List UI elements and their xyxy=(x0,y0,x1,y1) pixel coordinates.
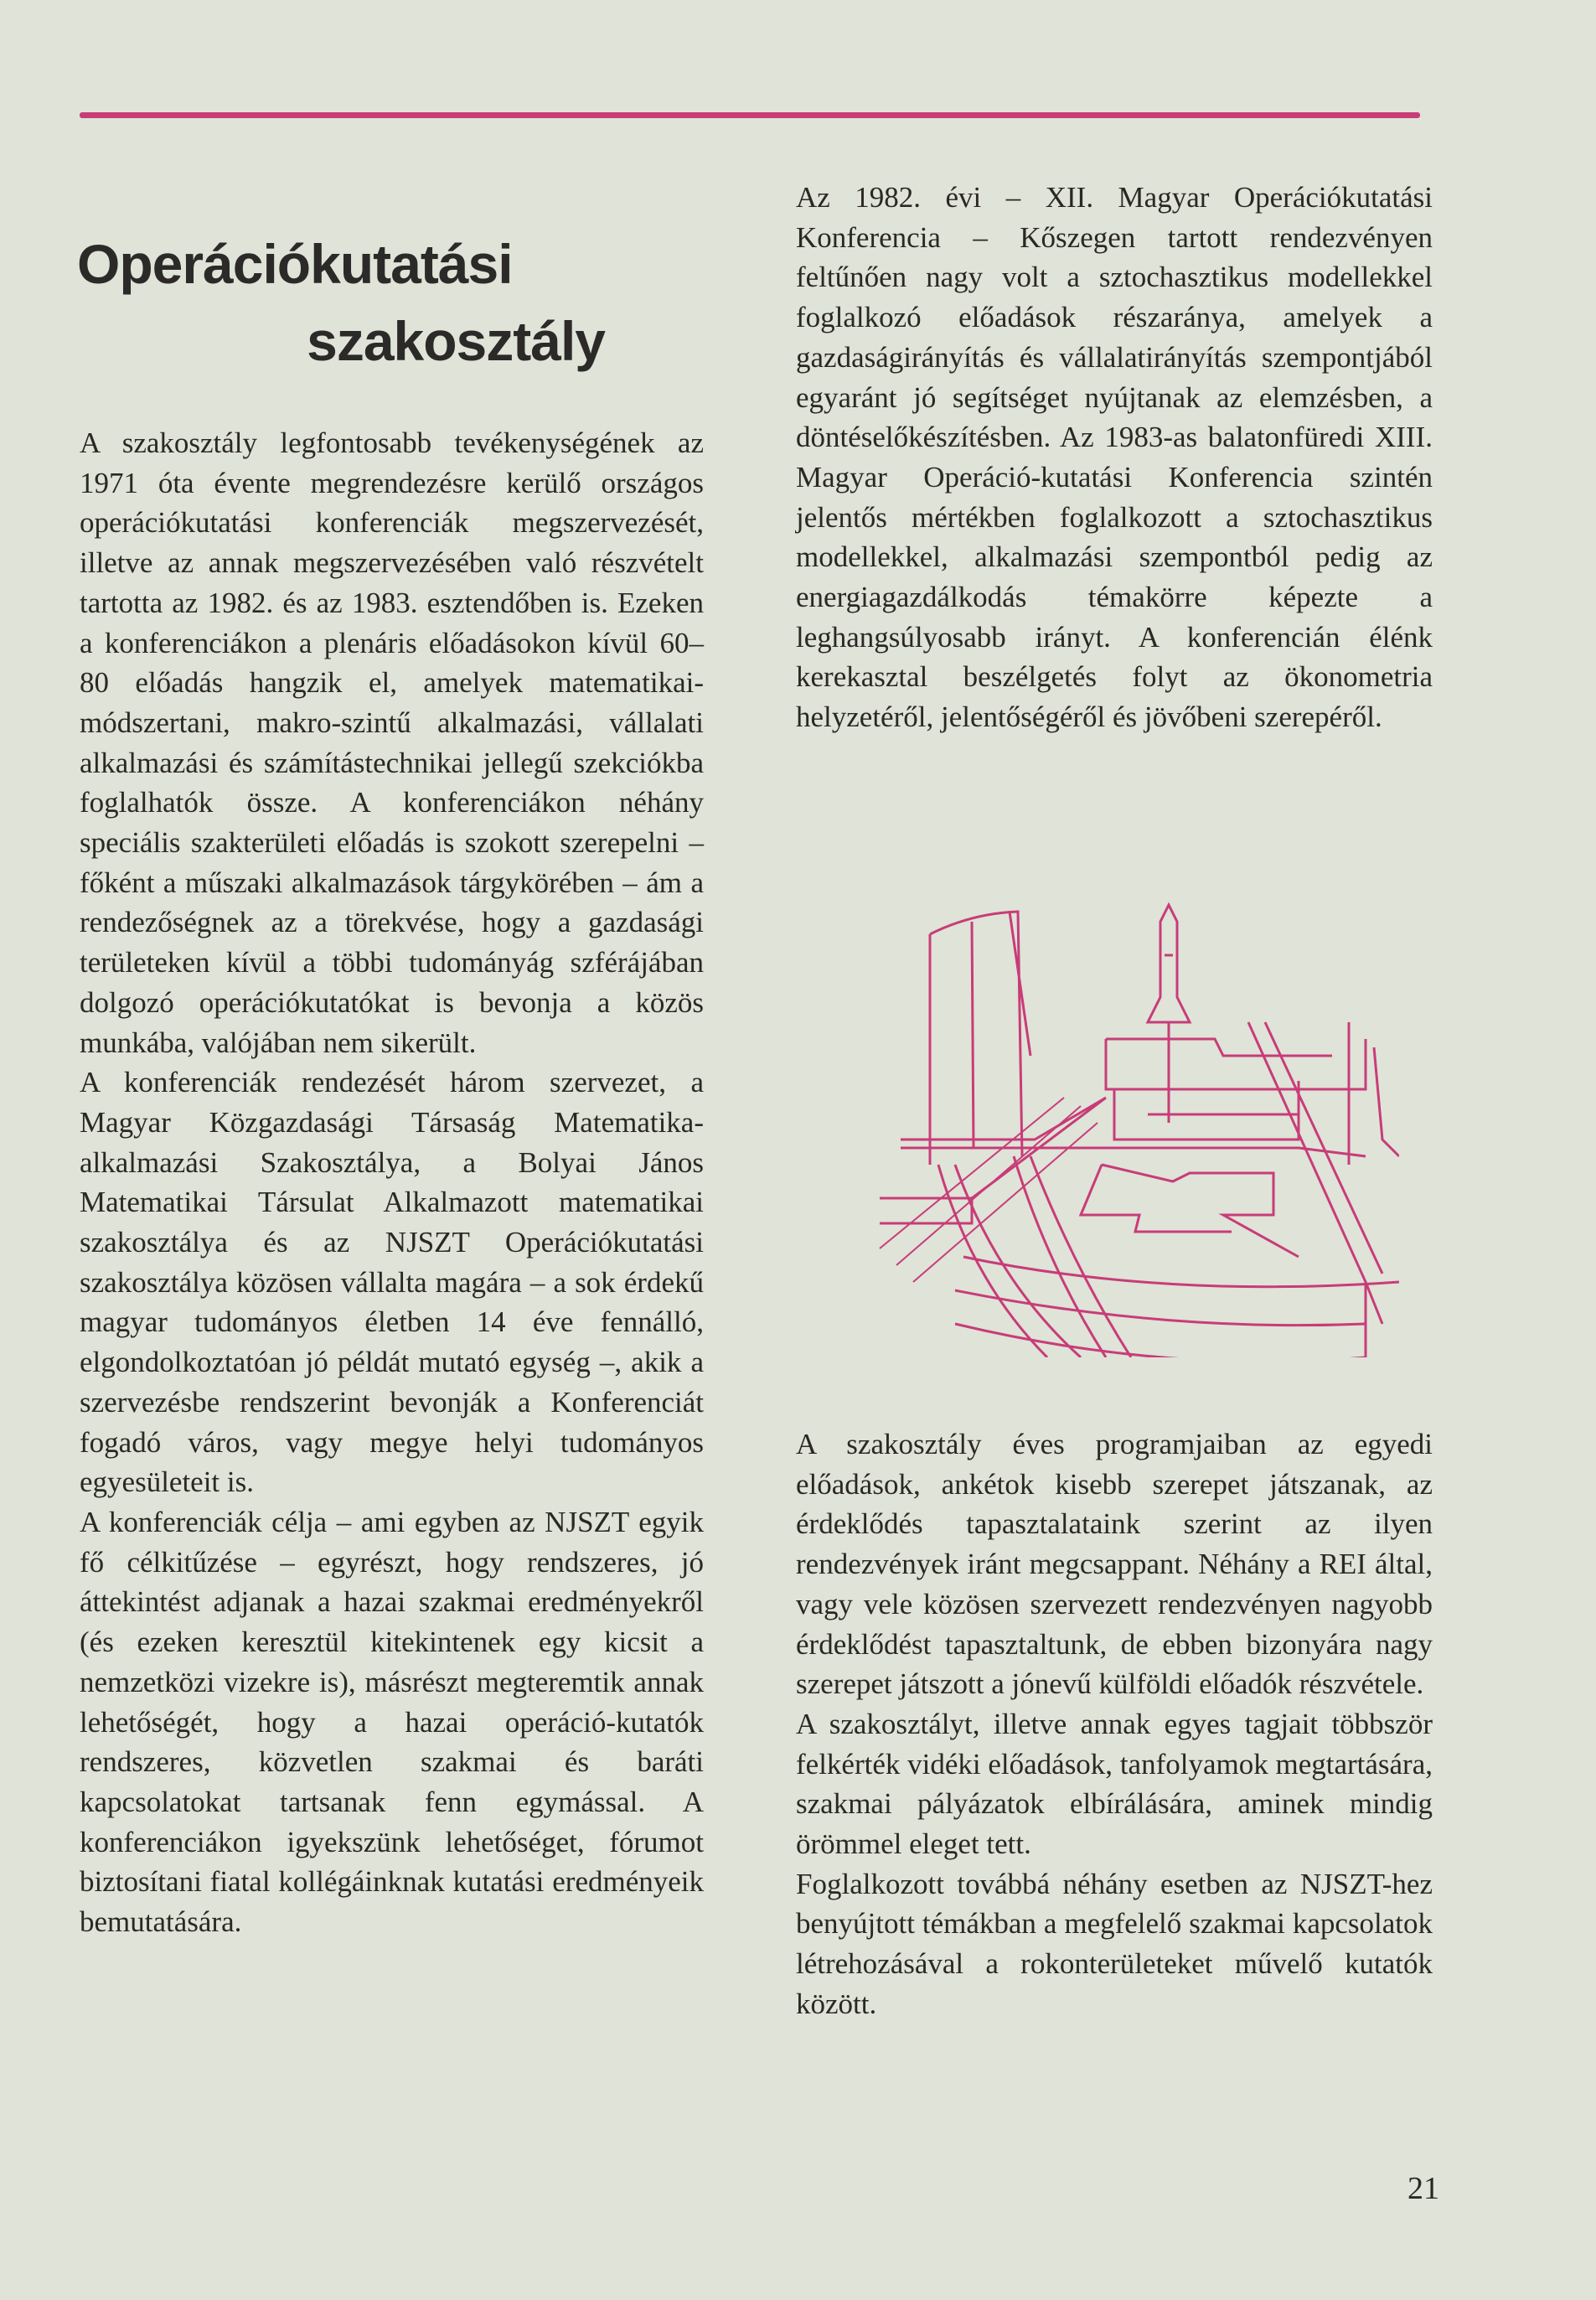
left-column xyxy=(80,423,704,1942)
title-line-1: Operációkutatási xyxy=(77,233,513,296)
right-column-bottom xyxy=(796,1424,1433,2024)
figure-curved-road xyxy=(955,1257,1399,1357)
figure-square xyxy=(1106,1039,1366,1140)
paragraph: A szakosztály éves programjaiban az egyedi előadások, ankétok kisebb szerepet játszanak, az érdeklődés tapasztalataink szerint az ilyen rendezvények iránt megcsappant. Néhány a REI által, vagy vele közösen szervezett rendezvényen nagyobb érdeklődést tapasztaltunk, de ebben bizonyára nagy szerepet játszott a jónevű külföldi előadók részvétele. xyxy=(796,1428,1433,1701)
figure-hatching xyxy=(880,1098,1098,1282)
paragraph: Foglalkozott továbbá néhány esetben az NJSZT-hez benyújtott témákban a megfelelő szakmai kapcsolatok létrehozásával a rokonterületeket művelő kutatók között. xyxy=(796,1867,1433,2020)
right-column-top xyxy=(796,178,1433,737)
figure-right-edge xyxy=(1349,1022,1399,1165)
figure-block xyxy=(1081,1165,1299,1257)
paragraph: A szakosztály legfontosabb tevékenységének az 1971 óta évente megrendezésre kerülő országos operációkutatási konferenciák megszervezését, illetve az annak megszervezésében való részvételt tartotta az 1982. és az 1983. esztendőben is. Ezeken a konferenciákon a plenáris előadásokon kívül 60–80 előadás hangzik el, amelyek matematikai-módszertani, makro-szintű alkalmazási, vállalati alkalmazási és számítástechnikai jellegű szekciókba foglalhatók össze. A konferenciákon néhány speciális szakterületi előadás is szokott szerepelni – főként a műszaki alkalmazások tárgykörében – ám a rendezőségnek az a törekvése, hogy a gazdasági területeken kívül a többi tudományág szférájában dolgozó operációkutatókat is bevonja a közös munkába, valójában nem sikerült. xyxy=(80,426,704,1059)
title-line-2: szakosztály xyxy=(307,310,605,373)
paragraph: A konferenciák célja – ami egyben az NJSZT egyik fő célkitűzése – egyrészt, hogy rendszeres, jó áttekintést adjanak a hazai szakmai eredményekről (és ezeken keresztül kitekintenek egy kicsit a nemzetközi vizekre is), másrészt megteremtik annak lehetőségét, hogy a hazai operáció-kutatók rendszeres, közvetlen szakmai és baráti kapcsolatokat tartsanak fenn egymással. A konferenciákon igyekszünk lehetőséget, fórumot biztosítani fiatal kollégáinknak kutatási eredményeik bemutatására. xyxy=(80,1505,704,1939)
page-title xyxy=(77,225,613,380)
townscape-sketch-illustration xyxy=(829,888,1399,1357)
paragraph: A szakosztályt, illetve annak egyes tagjait többször felkérték vidéki előadások, tanfolyamok megtartására, szakmai pályázatok elbírálására, aminek mindig örömmel eleget tett. xyxy=(796,1707,1433,1861)
figure-building xyxy=(930,912,1030,1165)
paragraph: Az 1982. évi – XII. Magyar Operációkutatási Konferencia – Kőszegen tartott rendezvényen feltűnően nagy volt a sztochasztikus modellekkel foglalkozó előadások részaránya, amelyek a gazdaságirányítás és vállalatirányítás szempontjából egyaránt jó segítséget nyújtanak az elemzésben, a döntéselőkészítésben. Az 1983-as balatonfüredi XIII. Magyar Operáció-kutatási Konferencia szintén jelentős mértékben foglalkozott a sztochasztikus modellekkel, alkalmazási szempontból pedig az energiagazdálkodás témakörre képezte a leghangsúlyosabb irányt. A konferencián élénk kerekasztal beszélgetés folyt az ökonometria helyzetéről, jelentőségéről és jövőbeni szerepéről. xyxy=(796,181,1433,734)
page-number: 21 xyxy=(1407,2171,1439,2206)
figure-diagonal-road xyxy=(1248,1022,1382,1357)
top-accent-rule xyxy=(80,112,1420,118)
paragraph: A konferenciák rendezését három szervezet, a Magyar Közgazdasági Társaság Matematika-alkalmazási Szakosztálya, a Bolyai János Matematikai Társulat Alkalmazott matematikai szakosztálya és az NJSZT Operációkutatási szakosztálya közösen vállalta magára – a sok érdekű magyar tudományos életben 14 éve fennálló, elgondolkoztatóan jó példát mutató egység –, akik a szervezésbe rendszerint bevonják a Konferenciát fogadó város, vagy megye helyi tudományos egyesületeit is. xyxy=(80,1066,704,1499)
